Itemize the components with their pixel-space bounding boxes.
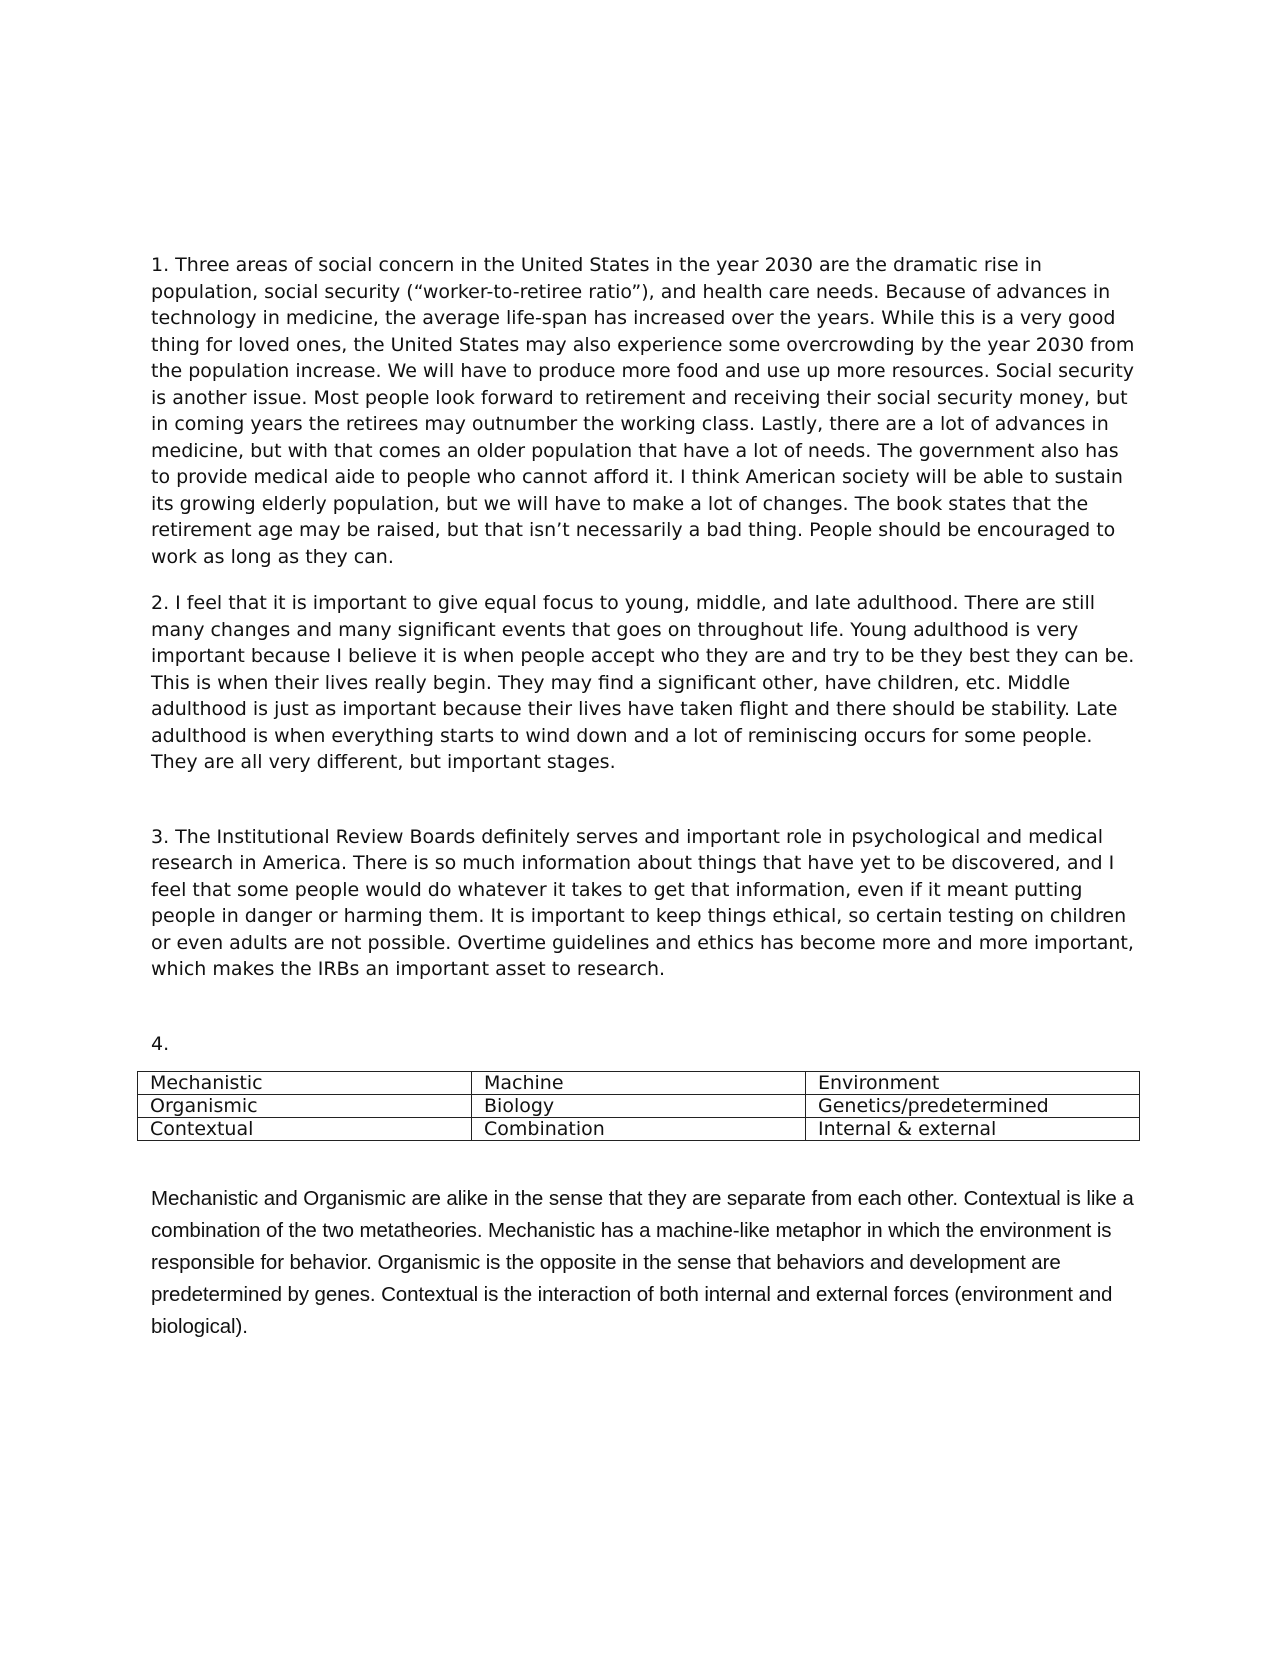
table-cell: Genetics/predetermined	[806, 1095, 1140, 1118]
answer-paragraph-2: 2. I feel that it is important to give equal focus to young, middle, and late adulthood. There are still many changes and many significant events that goes on throughout life. Young adulthood is very important because I believe it is when people accept who they are and try to be they best they can be. This is when their lives really begin. They may find a significant other, have children, etc. Middle adulthood is just as important because their lives have taken flight and there should be stability. Late adulthood is when everything starts to wind down and a lot of reminiscing occurs for some people. They are all very different, but important stages.	[151, 592, 1135, 773]
table-cell: Biology	[472, 1095, 806, 1118]
answer-paragraph-4-label: 4.	[151, 1032, 170, 1055]
answer-paragraph-3: 3. The Institutional Review Boards definitely serves and important role in psychological and medical research in America. There is so much information about things that have yet to be discovered, and I feel that some people would do whatever it takes to get that information, even if it meant putting people in danger or harming them. It is important to keep things ethical, so certain testing on children or even adults are not possible. Overtime guidelines and ethics has become more and more important, which makes the IRBs an important asset to research.	[151, 825, 1134, 980]
table-cell: Contextual	[138, 1118, 472, 1141]
table-cell: Internal & external	[806, 1118, 1140, 1141]
table-cell: Environment	[806, 1072, 1140, 1095]
table-row	[138, 1072, 1140, 1095]
table-cell: Combination	[472, 1118, 806, 1141]
table-cell: Organismic	[138, 1095, 472, 1118]
metatheory-table	[137, 1071, 1140, 1141]
table-row	[138, 1118, 1140, 1141]
closing-paragraph: Mechanistic and Organismic are alike in the sense that they are separate from each other. Contextual is like a combination of the two metatheories. Mechanistic has a machine-like metaphor in which the environment is responsible for behavior. Organismic is the opposite in the sense that behaviors and development are predetermined by genes. Contextual is the interaction of both internal and external forces (environment and biological).	[151, 1187, 1134, 1338]
table-cell: Machine	[472, 1072, 806, 1095]
answer-paragraph-1: 1. Three areas of social concern in the United States in the year 2030 are the dramatic rise in population, social security (“worker-to-retiree ratio”), and health care needs. Because of advances in technology in medicine, the average life-span has increased over the years. While this is a very good thing for loved ones, the United States may also experience some overcrowding by the year 2030 from the population increase. We will have to produce more food and use up more resources. Social security is another issue. Most people look forward to retirement and receiving their social security money, but in coming years the retirees may outnumber the working class. Lastly, there are a lot of advances in medicine, but with that comes an older population that have a lot of needs. The government also has to provide medical aide to people who cannot afford it. I think American society will be able to sustain its growing elderly population, but we will have to make a lot of changes. The book states that the retirement age may be raised, but that isn’t necessarily a bad thing. People should be encouraged to work as long as they can.	[151, 254, 1135, 568]
table-row	[138, 1095, 1140, 1118]
document-page	[151, 252, 1141, 1364]
table-cell: Mechanistic	[138, 1072, 472, 1095]
